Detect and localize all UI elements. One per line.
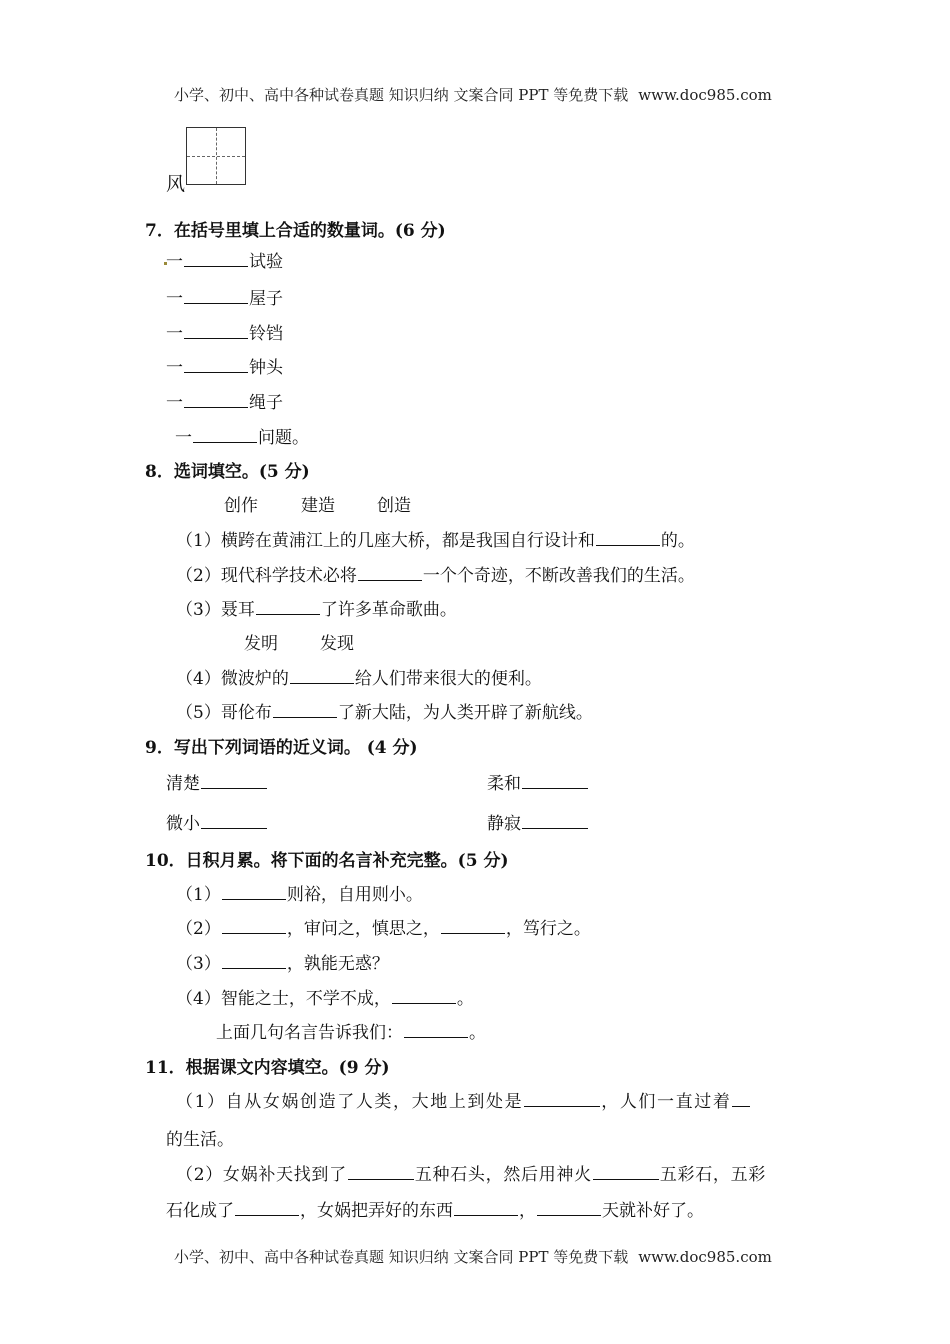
q8-sentence: （3）聂耳 了许多革命歌曲。 — [176, 600, 457, 620]
q11-line: （1）自从女娲创造了人类，大地上到处是 ，人们一直过着 — [176, 1087, 751, 1112]
q8-word-option: 发现 — [320, 634, 354, 654]
answer-blank[interactable] — [522, 772, 588, 789]
q9-item: 柔和 — [487, 769, 589, 794]
q9-title: 9．写出下列词语的近义词。 (4 分) — [145, 738, 418, 758]
q8-title: 8．选词填空。(5 分) — [145, 462, 310, 482]
q10-line: （3） ，孰能无惑？ — [176, 954, 389, 974]
q9-item: 静寂 — [487, 809, 589, 834]
answer-blank[interactable] — [524, 1090, 600, 1107]
q7-item: 一 钟头 — [166, 358, 283, 378]
q8-word-option: 创作 — [224, 496, 258, 516]
writing-grid — [186, 127, 246, 185]
q11-title: 11．根据课文内容填空。(9 分) — [145, 1058, 390, 1078]
answer-blank[interactable] — [441, 917, 505, 934]
q7-item: 一 铃铛 — [166, 324, 283, 344]
q9-item: 微小 — [166, 809, 268, 834]
q7-item: 一 问题。 — [175, 428, 309, 448]
q8-word-option: 创造 — [377, 496, 411, 516]
footer-site: www.doc985.com — [638, 1248, 772, 1266]
answer-blank[interactable] — [184, 250, 248, 267]
q8-sentence: （5）哥伦布 了新大陆，为人类开辟了新航线。 — [176, 703, 593, 723]
q7-item: 一 绳子 — [166, 393, 283, 413]
q9-item: 清楚 — [166, 769, 268, 794]
header-text: 小学、初中、高中各种试卷真题 知识归纳 文案合同 PPT 等免费下载 — [174, 86, 629, 104]
q8-word-option: 建造 — [301, 496, 335, 516]
q10-title: 10．日积月累。将下面的名言补充完整。(5 分) — [145, 851, 509, 871]
answer-blank[interactable] — [404, 1021, 468, 1038]
answer-blank[interactable] — [222, 917, 286, 934]
page-header — [174, 84, 772, 105]
q11-line: 的生活。 — [166, 1130, 234, 1150]
answer-blank[interactable] — [273, 701, 337, 718]
answer-blank[interactable] — [235, 1199, 299, 1216]
answer-blank[interactable] — [184, 356, 248, 373]
answer-blank[interactable] — [184, 322, 248, 339]
q8-sentence: （4）微波炉的 给人们带来很大的便利。 — [176, 669, 542, 689]
answer-blank[interactable] — [593, 1163, 659, 1180]
answer-blank[interactable] — [184, 391, 248, 408]
answer-blank[interactable] — [537, 1199, 601, 1216]
answer-blank[interactable] — [358, 564, 422, 581]
footer-text: 小学、初中、高中各种试卷真题 知识归纳 文案合同 PPT 等免费下载 — [174, 1248, 629, 1266]
q10-line: （1） 则裕，自用则小。 — [176, 885, 423, 905]
q8-sentence: （1）横跨在黄浦江上的几座大桥，都是我国自行设计和 的。 — [176, 531, 695, 551]
grid-character: 风 — [166, 173, 186, 195]
page-footer — [174, 1246, 772, 1267]
q7-title: 7．在括号里填上合适的数量词。(6 分) — [145, 221, 446, 241]
q11-line: （2）女娲补天找到了 五种石头，然后用神火 五彩石，五彩 — [176, 1165, 767, 1185]
q10-line: （4）智能之士，不学不成， 。 — [176, 989, 474, 1009]
q10-line: （2） ，审问之，慎思之， ，笃行之。 — [176, 919, 591, 939]
q8-word-option: 发明 — [244, 634, 278, 654]
answer-blank[interactable] — [222, 883, 286, 900]
q10-summary: 上面几句名言告诉我们： 。 — [216, 1023, 486, 1043]
q11-line: 石化成了 ，女娲把弄好的东西 ， 天就补好了。 — [166, 1201, 704, 1221]
answer-blank[interactable] — [454, 1199, 518, 1216]
answer-blank[interactable] — [732, 1090, 750, 1107]
q7-item: 一 屋子 — [166, 289, 283, 309]
answer-blank[interactable] — [256, 598, 320, 615]
answer-blank[interactable] — [596, 529, 660, 546]
answer-blank[interactable] — [201, 812, 267, 829]
header-site: www.doc985.com — [638, 86, 772, 104]
answer-blank[interactable] — [201, 772, 267, 789]
answer-blank[interactable] — [392, 987, 456, 1004]
q8-sentence: （2）现代科学技术必将 一个个奇迹，不断改善我们的生活。 — [176, 566, 695, 586]
answer-blank[interactable] — [290, 667, 354, 684]
answer-blank[interactable] — [184, 287, 248, 304]
q7-item: 一 试验 — [166, 252, 283, 272]
answer-blank[interactable] — [522, 812, 588, 829]
answer-blank[interactable] — [222, 952, 286, 969]
answer-blank[interactable] — [193, 426, 257, 443]
answer-blank[interactable] — [348, 1163, 414, 1180]
